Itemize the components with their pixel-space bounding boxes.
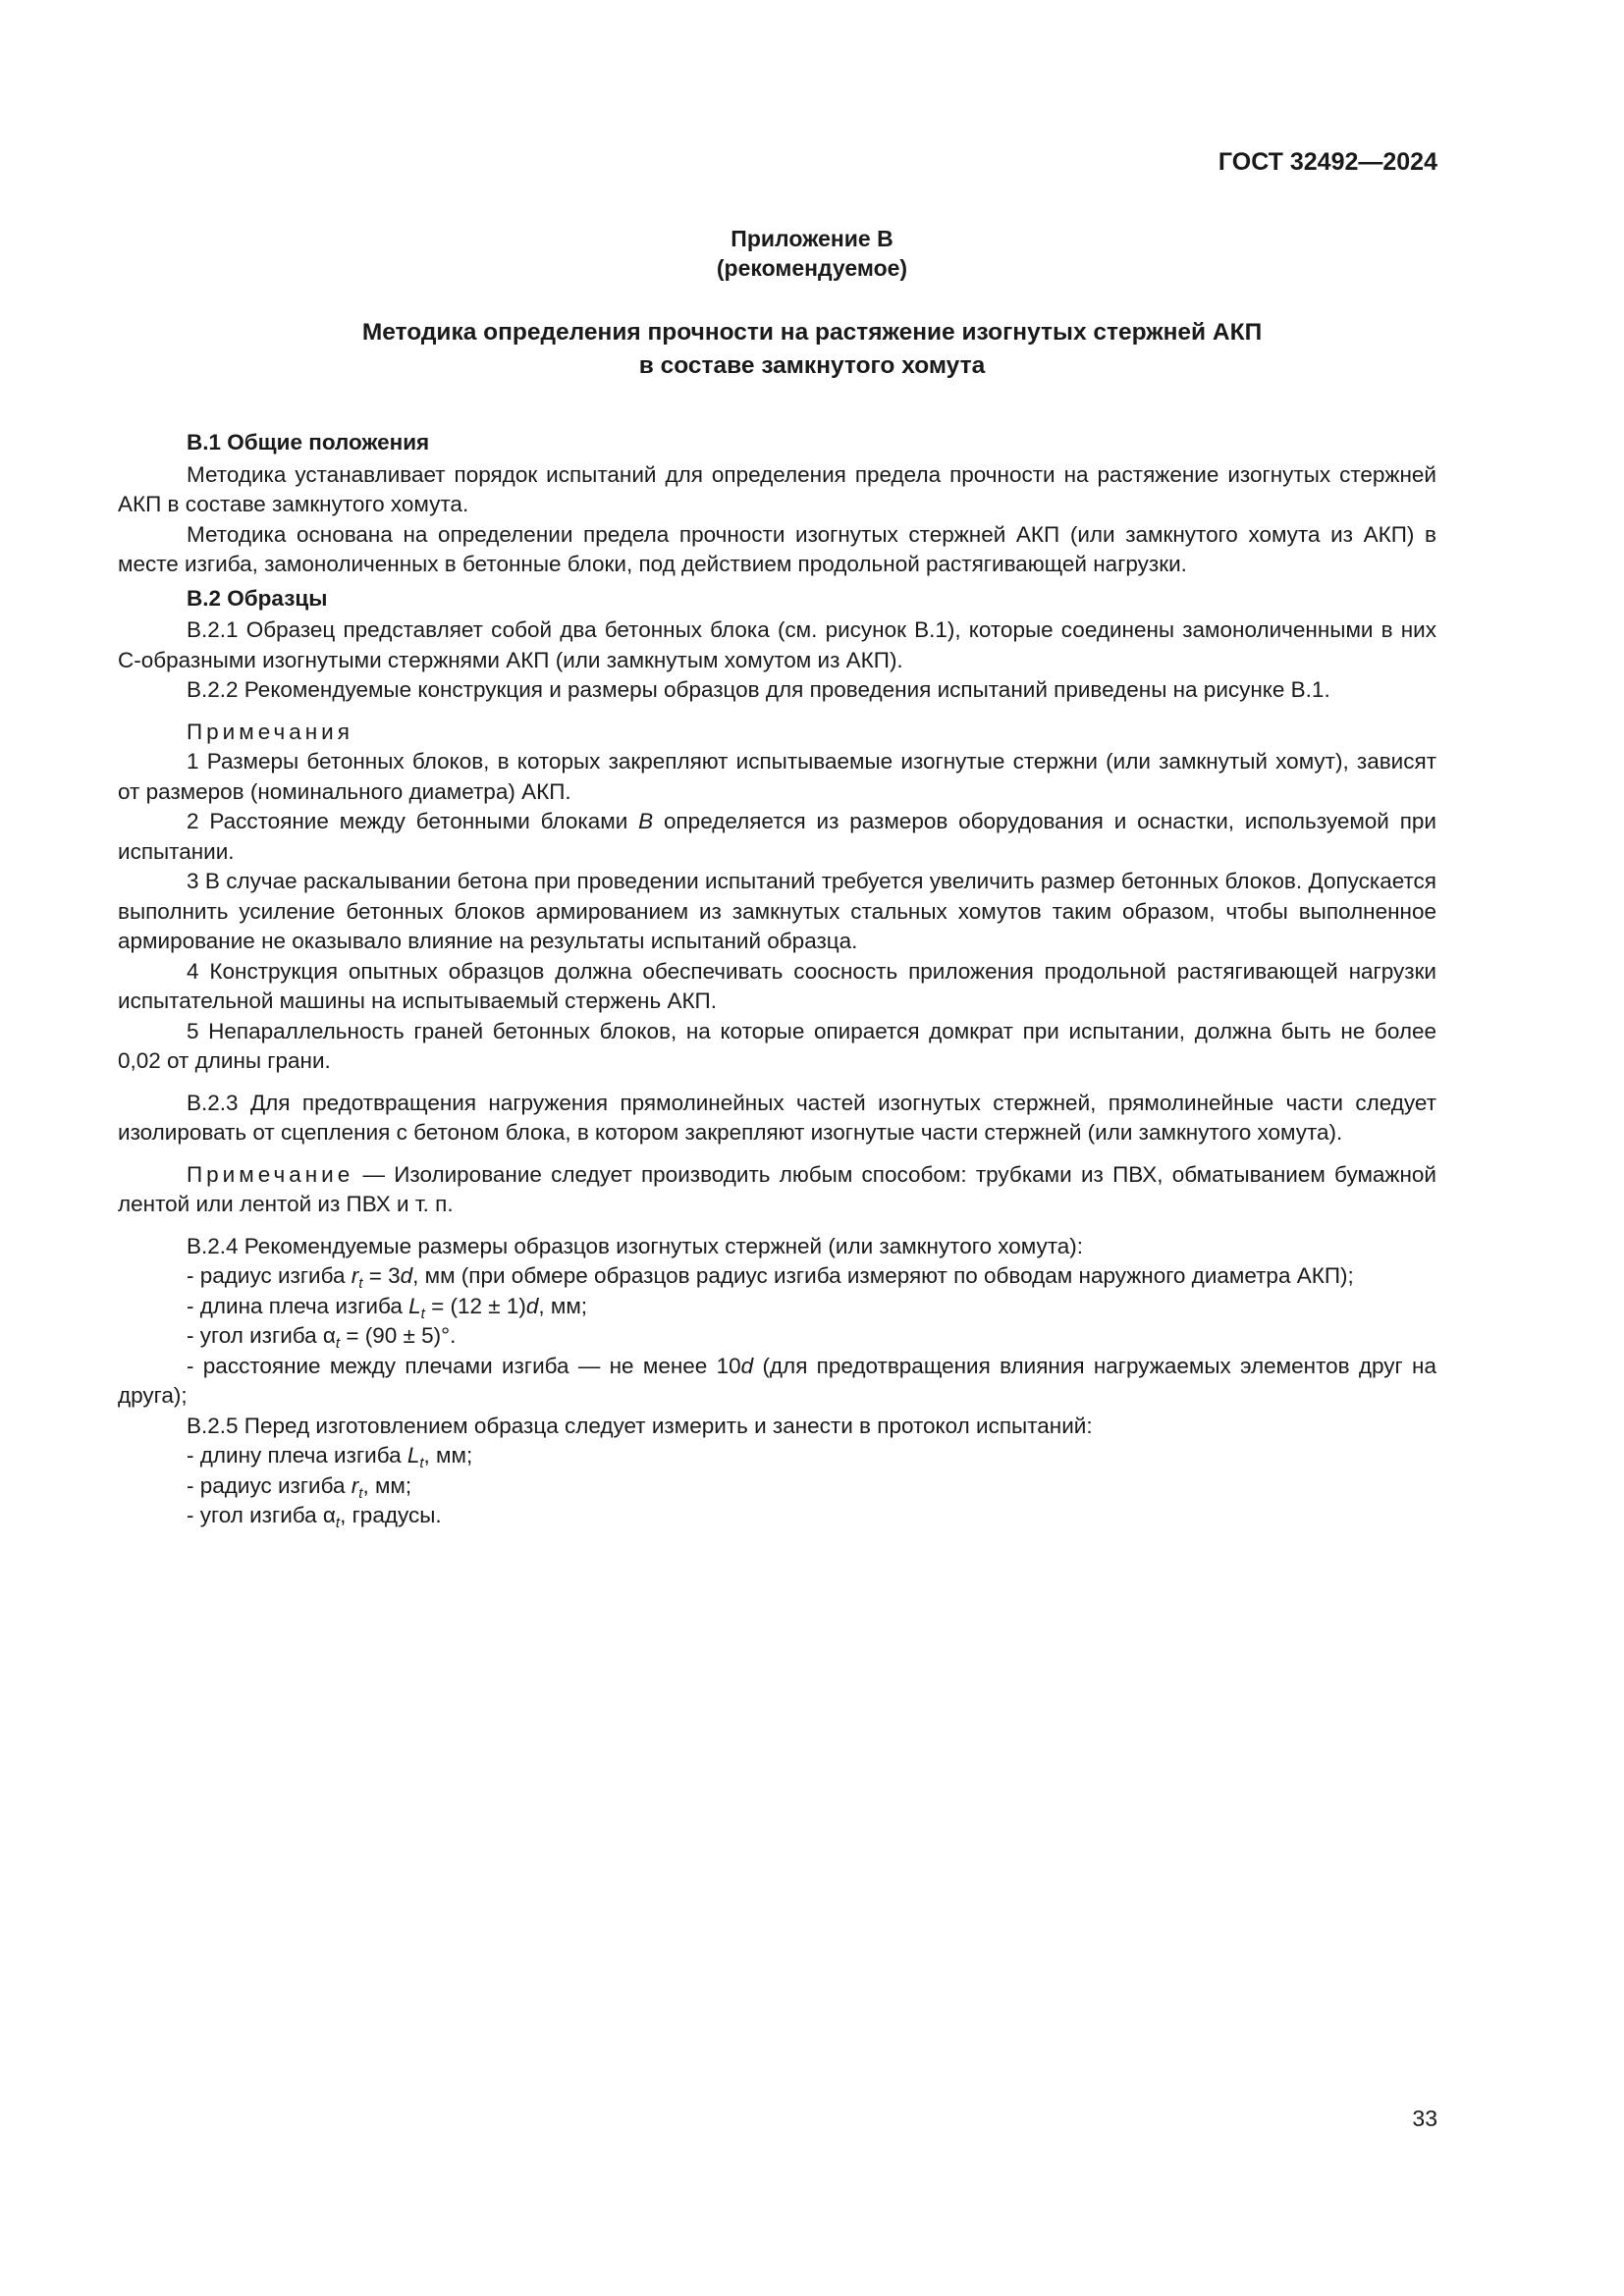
note-item: 1 Размеры бетонных блоков, в которых закрепляют испытываемые изогнутые стержни (или замкнутый хомут), зависят от размеров (номинального диаметра) АКП. xyxy=(118,749,1436,804)
list-item: - угол изгиба $\alpha_t = (90 \pm 5)^\circ$. xyxy=(187,1323,457,1352)
note-item: 4 Конструкция опытных образцов должна обеспечивать соосность приложения продольной растягивающей нагрузки испытательной машины на испытываемый стержень АКП. xyxy=(118,958,1436,1013)
note-item: 2 Расстояние между бетонными блоками В определяется из размеров оборудования и оснастки, используемой при испытании. xyxy=(118,809,1436,864)
annex-heading xyxy=(0,224,1624,283)
list-item: - угол изгиба $\alpha_t$, градусы. xyxy=(187,1503,442,1531)
list-item: - радиус изгиба $r_t$, мм; xyxy=(187,1472,412,1502)
section-heading-b2: В.2 Образцы xyxy=(187,585,328,611)
notes-label: Примечания xyxy=(187,719,353,744)
paragraph: В.2.3 Для предотвращения нагружения прямолинейных частей изогнутых стержней, прямолинейные части следует изолировать от сцепления с бетоном блока, в котором закрепляют изогнутые части стержней (или замкнутого хомута). xyxy=(118,1090,1436,1145)
paragraph: Методика основана на определении предела прочности изогнутых стержней АКП (или замкнутого хомута из АКП) в месте изгиба, замоноличенных в бетонные блоки, под действием продольной растягивающей нагрузки. xyxy=(118,521,1436,576)
document-code: ГОСТ 32492—2024 xyxy=(1218,148,1437,176)
paragraph: В.2.4 Рекомендуемые размеры образцов изогнутых стержней (или замкнутого хомута): xyxy=(187,1233,1084,1258)
title-line-1: Методика определения прочности на растяжение изогнутых стержней АКП xyxy=(361,319,1263,346)
single-note: Примечание — Изолирование следует производить любым способом: трубками из ПВХ, обматыванием бумажной лентой или лентой из ПВХ и т. п. xyxy=(118,1161,1436,1216)
list-item: - расстояние между плечами изгиба — не менее 10d (для предотвращения влияния нагружаемых элементов друг на друга); xyxy=(118,1353,1436,1408)
paragraph: Методика устанавливает порядок испытаний для определения предела прочности на растяжение изогнутых стержней АКП в составе замкнутого хомута. xyxy=(118,461,1436,516)
note-item: 5 Непараллельность граней бетонных блоков, на которые опирается домкрат при испытании, должна быть не более 0,02 от длины грани. xyxy=(118,1018,1436,1073)
note-item: 3 В случае раскалывании бетона при проведении испытаний требуется увеличить размер бетонных блоков. Допускается выполнить усиление бетонных блоков армированием из замкнутых стальных хомутов таким образом, чтобы выполненное армирование не оказывало влияние на результаты испытаний образца. xyxy=(118,869,1436,953)
list-item: - длину плеча изгиба $L_t$, мм; xyxy=(187,1443,473,1471)
annex-title xyxy=(0,316,1624,383)
paragraph: В.2.1 Образец представляет собой два бетонных блока (см. рисунок В.1), которые соединены замоноличенными в них С-образными изогнутыми стержнями АКП (или замкнутым хомутом из АКП). xyxy=(118,617,1436,672)
paragraph: В.2.2 Рекомендуемые конструкция и размеры образцов для проведения испытаний приведены на рисунке В.1. xyxy=(187,677,1330,702)
paragraph: В.2.5 Перед изготовлением образца следует измерить и занести в протокол испытаний: xyxy=(187,1413,1093,1438)
list-item: - длина плеча изгиба $L_t = (12 \pm 1)d$, мм; xyxy=(187,1293,588,1322)
page-number: 33 xyxy=(1412,2106,1437,2131)
list-item: - радиус изгиба $r_t = 3d$, мм (при обмере образцов радиус изгиба измеряют по обводам наружного диаметра АКП); xyxy=(187,1263,1354,1292)
document-body xyxy=(118,428,1436,1531)
annex-label: Приложение В xyxy=(731,226,893,251)
annex-status: (рекомендуемое) xyxy=(716,255,908,281)
title-line-2: в составе замкнутого хомута xyxy=(638,352,986,379)
section-heading-b1: В.1 Общие положения xyxy=(187,430,430,454)
